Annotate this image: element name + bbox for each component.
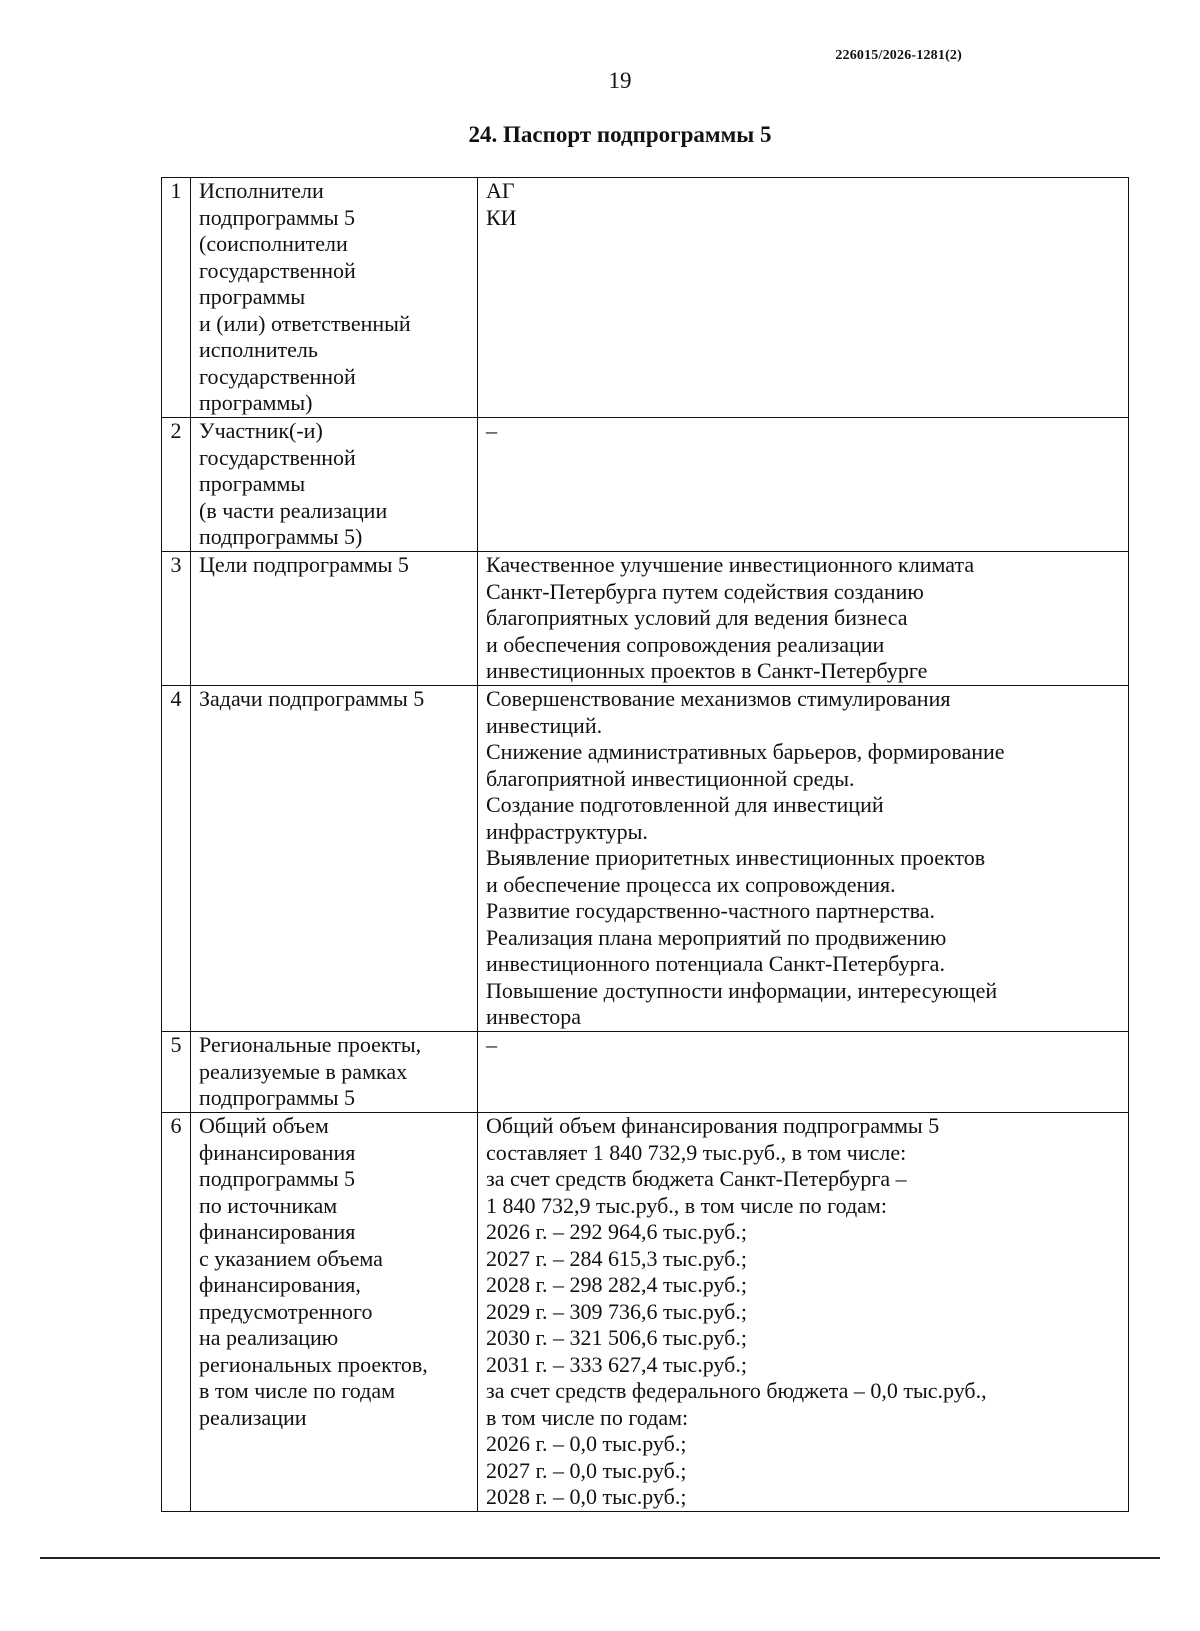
- row-label: [191, 178, 478, 418]
- cell-text-line: инвестора: [486, 1004, 581, 1029]
- cell-text-line: Региональные проекты,: [199, 1032, 422, 1057]
- cell-text-line: Снижение административных барьеров, формирование: [486, 739, 1005, 764]
- cell-text-line: Создание подготовленной для инвестиций: [486, 792, 884, 817]
- row-value: [478, 1113, 1129, 1512]
- cell-text-line: реализации: [199, 1404, 307, 1430]
- row-value: [478, 686, 1129, 1032]
- cell-text-line: финансирования: [199, 1139, 356, 1165]
- cell-text-line: (в части реализации: [199, 497, 388, 523]
- cell-text-line: программы: [199, 284, 306, 309]
- cell-text-line: подпрограммы 5: [199, 1085, 356, 1110]
- row-value: [478, 1032, 1129, 1113]
- table-row: [162, 1032, 1129, 1113]
- cell-text-line: подпрограммы 5): [199, 524, 363, 549]
- row-label: [191, 686, 478, 1032]
- cell-text-line: исполнитель: [199, 337, 318, 362]
- row-value: [478, 552, 1129, 686]
- cell-text-line: Санкт-Петербурга путем содействия созданию: [486, 578, 924, 604]
- row-number: 1: [162, 178, 191, 418]
- table-row: [162, 552, 1129, 686]
- cell-text-line: государственной: [199, 444, 356, 470]
- cell-text-line: по источникам: [199, 1192, 338, 1218]
- table-row: [162, 686, 1129, 1032]
- page-number: 19: [608, 68, 632, 93]
- cell-text-line: 2029 г. – 309 736,6 тыс.руб.;: [486, 1298, 747, 1324]
- cell-text-line: государственной: [199, 257, 356, 283]
- cell-text-line: 2028 г. – 298 282,4 тыс.руб.;: [486, 1272, 747, 1297]
- bottom-divider: [40, 1557, 1160, 1559]
- cell-text-line: Повышение доступности информации, интересующей: [486, 977, 998, 1003]
- row-label: [191, 418, 478, 552]
- cell-text-line: (соисполнители: [199, 231, 348, 256]
- cell-text-line: Развитие государственно-частного партнерства.: [486, 898, 935, 923]
- cell-text-line: в том числе по годам: [199, 1378, 396, 1403]
- cell-text-line: финансирования,: [199, 1272, 361, 1297]
- cell-text-line: программы: [199, 471, 306, 496]
- cell-text-line: КИ: [486, 204, 517, 230]
- passport-table: [161, 177, 1129, 1512]
- cell-text-line: инвестиционных проектов в Санкт-Петербурге: [486, 658, 928, 683]
- cell-text-line: за счет средств федерального бюджета – 0,0 тыс.руб.,: [486, 1378, 987, 1403]
- cell-text-line: Общий объем финансирования подпрограммы 5: [486, 1113, 940, 1138]
- passport-table-body: [162, 178, 1129, 1512]
- cell-text-line: 2026 г. – 0,0 тыс.руб.;: [486, 1431, 687, 1456]
- cell-text-line: Задачи подпрограммы 5: [199, 686, 425, 711]
- cell-text-line: программы): [199, 390, 313, 415]
- cell-text-line: –: [486, 418, 497, 443]
- cell-text-line: в том числе по годам:: [486, 1404, 689, 1430]
- cell-text-line: предусмотренного: [199, 1298, 373, 1324]
- cell-text-line: Общий объем: [199, 1113, 329, 1138]
- cell-text-line: инфраструктуры.: [486, 818, 648, 844]
- cell-text-line: 1 840 732,9 тыс.руб., в том числе по годам:: [486, 1192, 887, 1218]
- table-row: [162, 1113, 1129, 1512]
- cell-text-line: и (или) ответственный: [199, 310, 411, 336]
- row-label: [191, 1113, 478, 1512]
- cell-text-line: 2027 г. – 0,0 тыс.руб.;: [486, 1457, 687, 1483]
- cell-text-line: АГ: [486, 178, 515, 203]
- row-number: 4: [162, 686, 191, 1032]
- cell-text-line: инвестиционного потенциала Санкт-Петербурга.: [486, 951, 945, 976]
- cell-text-line: 2031 г. – 333 627,4 тыс.руб.;: [486, 1351, 747, 1377]
- cell-text-line: финансирования: [199, 1219, 356, 1244]
- cell-text-line: благоприятных условий для ведения бизнеса: [486, 605, 908, 630]
- cell-text-line: Исполнители: [199, 178, 324, 203]
- cell-text-line: Выявление приоритетных инвестиционных проектов: [486, 845, 986, 870]
- cell-text-line: составляет 1 840 732,9 тыс.руб., в том числе:: [486, 1139, 907, 1165]
- cell-text-line: благоприятной инвестиционной среды.: [486, 765, 855, 791]
- table-row: [162, 418, 1129, 552]
- row-label: [191, 1032, 478, 1113]
- section-title: 24. Паспорт подпрограммы 5: [468, 122, 772, 147]
- cell-text-line: Качественное улучшение инвестиционного климата: [486, 552, 975, 577]
- cell-text-line: Совершенствование механизмов стимулирования: [486, 686, 951, 711]
- cell-text-line: подпрограммы 5: [199, 204, 356, 230]
- cell-text-line: 2027 г. – 284 615,3 тыс.руб.;: [486, 1245, 747, 1271]
- cell-text-line: государственной: [199, 363, 356, 389]
- table-row: [162, 178, 1129, 418]
- cell-text-line: региональных проектов,: [199, 1351, 428, 1377]
- cell-text-line: подпрограммы 5: [199, 1166, 356, 1191]
- row-value: [478, 418, 1129, 552]
- cell-text-line: Реализация плана мероприятий по продвижению: [486, 924, 947, 950]
- row-value: [478, 178, 1129, 418]
- cell-text-line: 2028 г. – 0,0 тыс.руб.;: [486, 1484, 687, 1509]
- row-label: [191, 552, 478, 686]
- cell-text-line: и обеспечение процесса их сопровождения.: [486, 871, 896, 897]
- cell-text-line: 2030 г. – 321 506,6 тыс.руб.;: [486, 1325, 747, 1350]
- document-id: 226015/2026-1281(2): [835, 48, 962, 63]
- cell-text-line: Цели подпрограммы 5: [199, 552, 409, 577]
- cell-text-line: на реализацию: [199, 1325, 339, 1350]
- cell-text-line: за счет средств бюджета Санкт-Петербурга –: [486, 1166, 907, 1191]
- cell-text-line: инвестиций.: [486, 712, 603, 738]
- cell-text-line: с указанием объема: [199, 1245, 383, 1271]
- cell-text-line: 2026 г. – 292 964,6 тыс.руб.;: [486, 1219, 747, 1244]
- row-number: 6: [162, 1113, 191, 1512]
- row-number: 3: [162, 552, 191, 686]
- cell-text-line: Участник(-и): [199, 418, 323, 443]
- row-number: 2: [162, 418, 191, 552]
- row-number: 5: [162, 1032, 191, 1113]
- cell-text-line: и обеспечения сопровождения реализации: [486, 631, 885, 657]
- cell-text-line: –: [486, 1032, 497, 1057]
- cell-text-line: реализуемые в рамках: [199, 1058, 408, 1084]
